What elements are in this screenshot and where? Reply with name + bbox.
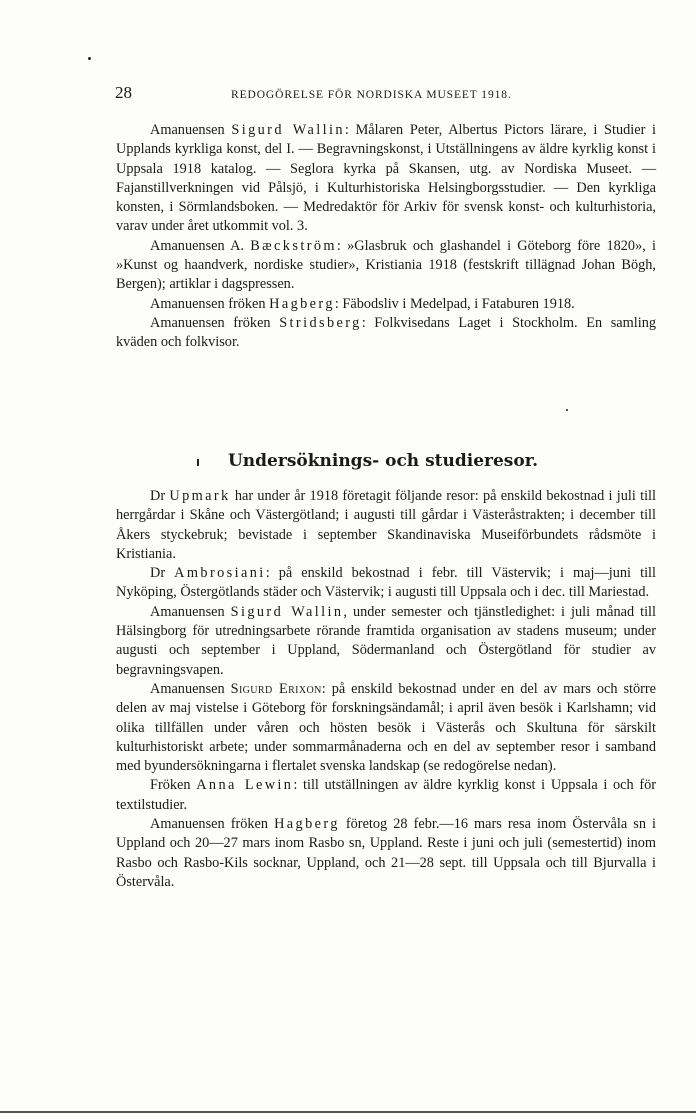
- paragraph: Amanuensen Sigurd Erixon: på enskild bekostnad under en del av mars och större delen av maj vistelse i Göteborg för forskningsändamål; i april även besök i Karlshamn; vid olika tillfällen under våren och hösten besök i Västerås och Skultuna för särskilt kulturhistoriskt arbete; under sommarmånaderna och en del av september resor i samband med byundersökningarna i flertalet svenska landskap (se redogörelse nedan).: [116, 680, 656, 775]
- section-title: Undersöknings- och studieresor.: [227, 451, 539, 471]
- scan-speck: [566, 409, 568, 411]
- travels-block: [116, 487, 656, 892]
- paragraph: Amanuensen fröken Hagberg: Fäbodsliv i Medelpad, i Fataburen 1918.: [150, 295, 575, 312]
- paragraph: Fröken Anna Lewin: till utställningen av äldre kyrklig konst i Uppsala i och för textilstudier.: [116, 777, 656, 813]
- page-edge-line: [0, 1111, 696, 1113]
- paragraph: Amanuensen Sigurd Wallin, under semester och tjänstledighet: i juli månad till Hälsingborg för utredningsarbete rörande framtida organisation av stadens museum; under augusti och september i Uppland, Södermanland och Östergötland för studier av begravningsvapen.: [116, 603, 656, 678]
- paragraph: Amanuensen Sigurd Wallin: Målaren Peter, Albertus Pictors lärare, i Studier i Upplands kyrkliga konst, del I. — Begravningskonst, i Utställningens av äldre kyrklig konst i Uppsala 1918 katalog. — Seglora kyrka på Skansen, utg. av Nordiska Museet. — Fajanstillverkningen vid Pålsjö, i Kulturhistoriska Helsingborgsstudier. — Den kyrkliga konsten, i Sörmlandsboken. — Medredaktör för Arkiv för svensk konst- och kulturhistoria, varav under året utkommit vol. 3.: [116, 122, 656, 235]
- paragraph: Dr Upmark har under år 1918 företagit följande resor: på enskild bekostnad i juli till herrgårdar i Skåne och Västergötland; i augusti till gårdar i Västeråstrakten; i december till Åkers styckebruk; bevistade i september Skandinaviska Museiförbundets rådsmöte i Kristiania.: [116, 488, 656, 562]
- paragraph: Amanuensen fröken Hagberg företog 28 febr.—16 mars resa inom Östervåla sn i Uppland och 20—27 mars inom Rasbo sn, Uppland. Reste i juni och juli (semestertid) inom Rasbo och Rasbo-Kils socknar, Uppland, och 21—28 sept. till Uppsala och till Bjurvalla i Östervåla.: [116, 816, 656, 890]
- page-header: [115, 83, 655, 105]
- page-number: 28: [115, 83, 132, 102]
- running-head: REDOGÖRELSE FÖR NORDISKA MUSEET 1918.: [231, 89, 512, 101]
- paragraph: Amanuensen fröken Stridsberg: Folkvisedans Laget i Stockholm. En samling kväden och folkvisor.: [116, 314, 656, 351]
- paragraph: Dr Ambrosiani: på enskild bekostnad i febr. till Västervik; i maj—juni till Nyköping, Östergötlands städer och Västervik; i augusti till Uppsala och i dec. till Mariestad.: [116, 565, 656, 601]
- paragraph: Amanuensen A. Bæckström: »Glasbruk och glashandel i Göteborg före 1820», i »Kunst og haandverk, nordiske studier», Kristiania 1918 (festskrift tillägnad Johan Bögh, Bergen); artiklar i dagspressen.: [116, 237, 656, 293]
- publications-block: [116, 121, 656, 353]
- scan-speck: [88, 57, 91, 60]
